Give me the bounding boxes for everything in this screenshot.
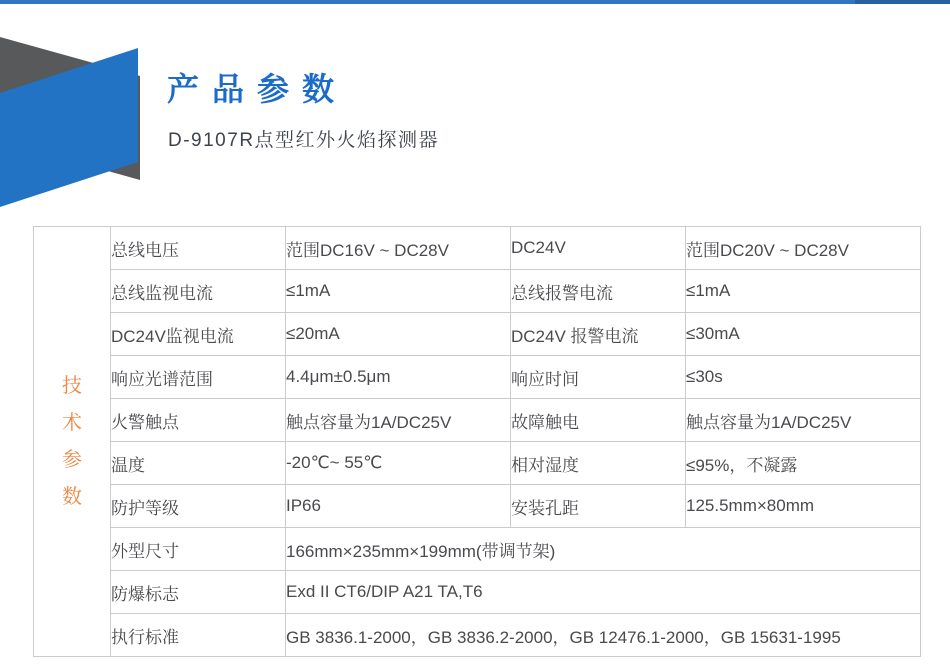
spec-label: 总线报警电流: [511, 270, 686, 313]
spec-label: 故障触电: [511, 399, 686, 442]
decorative-ribbon: [0, 0, 150, 220]
spec-value: 触点容量为1A/DC25V: [686, 399, 921, 442]
side-label-char: 技: [62, 375, 82, 397]
spec-label: 总线电压: [111, 227, 286, 270]
spec-label: 相对湿度: [511, 442, 686, 485]
table-row: [34, 485, 921, 528]
spec-label: 响应光谱范围: [111, 356, 286, 399]
spec-label: 外型尺寸: [111, 528, 286, 571]
product-model-subtitle: D-9107R点型红外火焰探测器: [168, 130, 440, 151]
table-row: [34, 227, 921, 270]
spec-value: IP66: [286, 485, 511, 528]
spec-value: ≤1mA: [286, 270, 511, 313]
page-title: 产品参数: [167, 71, 348, 107]
spec-value: 范围DC20V ~ DC28V: [686, 227, 921, 270]
spec-value: 166mm×235mm×199mm(带调节架): [286, 528, 921, 571]
spec-value: ≤20mA: [286, 313, 511, 356]
spec-value: ≤1mA: [686, 270, 921, 313]
side-label-char: 数: [62, 486, 82, 508]
spec-label: 安装孔距: [511, 485, 686, 528]
spec-label: 响应时间: [511, 356, 686, 399]
spec-label: DC24V监视电流: [111, 313, 286, 356]
spec-value: 范围DC16V ~ DC28V: [286, 227, 511, 270]
spec-label: 总线监视电流: [111, 270, 286, 313]
spec-value: 4.4μm±0.5μm: [286, 356, 511, 399]
table-row: [34, 270, 921, 313]
spec-value: ≤30s: [686, 356, 921, 399]
side-label-char: 参: [62, 449, 82, 471]
spec-value: 125.5mm×80mm: [686, 485, 921, 528]
table-row: [34, 356, 921, 399]
spec-label: 防爆标志: [111, 571, 286, 614]
side-label-cell: [34, 227, 111, 657]
spec-label: 防护等级: [111, 485, 286, 528]
spec-label: DC24V 报警电流: [511, 313, 686, 356]
table-row: [34, 442, 921, 485]
spec-label: 执行标准: [111, 614, 286, 657]
spec-value: Exd II CT6/DIP A21 TA,T6: [286, 571, 921, 614]
table-row: [34, 571, 921, 614]
spec-value: 触点容量为1A/DC25V: [286, 399, 511, 442]
top-accent-bar-right-segment: [855, 0, 950, 4]
table-row: [34, 399, 921, 442]
table-row: [34, 528, 921, 571]
spec-table: [33, 226, 921, 657]
spec-value: ≤30mA: [686, 313, 921, 356]
side-label-char: 术: [62, 412, 82, 434]
spec-value: GB 3836.1-2000，GB 3836.2-2000，GB 12476.1-2000，GB 15631-1995: [286, 614, 921, 657]
spec-label: 火警触点: [111, 399, 286, 442]
spec-label: 温度: [111, 442, 286, 485]
spec-value: ≤95%，不凝露: [686, 442, 921, 485]
table-row: [34, 313, 921, 356]
side-label: [34, 376, 110, 507]
spec-label: DC24V: [511, 227, 686, 270]
spec-value: -20℃~ 55℃: [286, 442, 511, 485]
table-row: [34, 614, 921, 657]
